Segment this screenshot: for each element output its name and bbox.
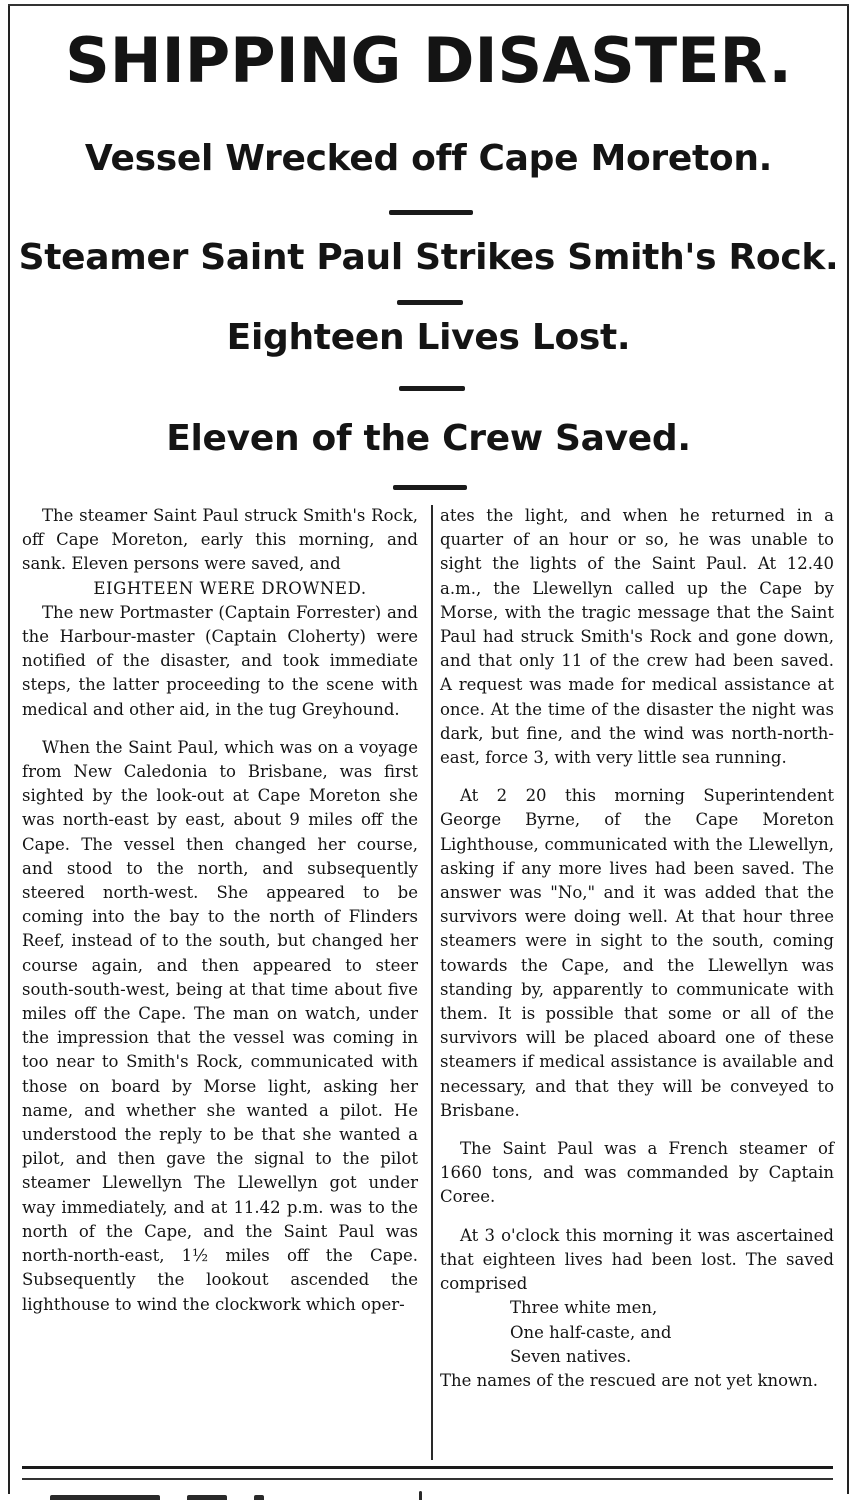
divider-dash: [389, 210, 473, 215]
paragraph: The steamer Saint Paul struck Smith's Rock, off Cape Moreton, early this morning, and sank. Eleven persons were saved, and: [22, 506, 418, 574]
paragraph: At 2 20 this morning Superintendent George Byrne, of the Cape Moreton Lighthouse, communicated with the Llewellyn, asking if any more lives had been saved. The answer was "No," and it was added that the survivors were doing well. At that hour three steamers were in sight to the south, coming towards the Cape, and the Llewellyn was standing by, apparently to communicate with them. It is possible that some or all of the survivors will be placed aboard one of these steamers if medical assistance is available and necessary, and that they will be conveyed to Brisbane.: [440, 786, 834, 1120]
subheading-vessel-wrecked: Vessel Wrecked off Cape Moreton.: [84, 138, 773, 179]
paragraph: When the Saint Paul, which was on a voyage from New Caledonia to Brisbane, was first sighted by the look-out at Cape Moreton she was north-east by east, about 9 miles off the Cape. The vessel then changed her course, and stood to the north, and subsequently steered north-west. She appeared to be coming into the bay to the north of Flinders Reef, instead of to the south, but changed her course again, and then appeared to steer south-south-west, being at that time about five miles off the Cape. The man on watch, under the impression that the vessel was coming in too near to Smith's Rock, communicated with those on board by Morse light, asking her name, and whether she wanted a pilot. He understood the reply to be that she wanted a pilot, and then gave the signal to the pilot steamer Llewellyn The Llewellyn got under way immediately, and at 11.42 p.m. was to the north of the Cape, and the Saint Paul was north-north-east, 1½ miles off the Cape. Subsequently the lookout ascended the lighthouse to wind the clockwork which oper-: [22, 737, 418, 1314]
bottom-rule: [22, 1478, 833, 1480]
article-column-right: [440, 504, 834, 1393]
next-article-heading-cropped: [50, 1488, 810, 1500]
paragraph: At 3 o'clock this morning it was ascertained that eighteen lives had been lost. The saved comprised: [440, 1225, 834, 1294]
list-item: Seven natives.: [510, 1346, 632, 1366]
paragraph: The new Portmaster (Captain Forrester) and the Harbour-master (Captain Cloherty) were notified of the disaster, and took immediate steps, the latter proceeding to the scene with medical and other aid, in the tug Greyhound.: [22, 602, 418, 719]
list-item: One half-caste, and: [510, 1322, 672, 1342]
paragraph: The names of the rescued are not yet known.: [440, 1370, 819, 1390]
divider-dash: [393, 485, 467, 490]
subheading-lives-lost: Eighteen Lives Lost.: [226, 317, 631, 358]
frame-left-rule: [8, 6, 10, 1494]
subheading-steamer-strikes: Steamer Saint Paul Strikes Smith's Rock.: [18, 237, 839, 278]
list-item: Three white men,: [510, 1298, 658, 1318]
divider-dash: [399, 386, 465, 391]
paragraph: ates the light, and when he returned in a quarter of an hour or so, he was unable to sight the lights of the Saint Paul. At 12.40 a.m., the Llewellyn called up the Cape by Morse, with the tragic message that the Saint Paul had struck Smith's Rock and gone down, and that only 11 of the crew had been saved. A request was made for medical assistance at once. At the time of the disaster the night was dark, but fine, and the wind was north-north-east, force 3, with very little sea running.: [440, 506, 834, 768]
headline: SHIPPING DISASTER.: [65, 24, 792, 97]
paragraph: The Saint Paul was a French steamer of 1660 tons, and was commanded by Captain Coree.: [440, 1139, 834, 1207]
drowned-callout: EIGHTEEN WERE DROWNED.: [93, 578, 367, 598]
frame-top-rule: [8, 4, 849, 6]
article-column-left: [22, 504, 418, 1317]
subheading-crew-saved: Eleven of the Crew Saved.: [166, 418, 691, 459]
bottom-rule: [22, 1466, 833, 1469]
frame-right-rule: [847, 6, 849, 1494]
column-rule: [431, 505, 433, 1460]
divider-dash: [397, 300, 463, 305]
